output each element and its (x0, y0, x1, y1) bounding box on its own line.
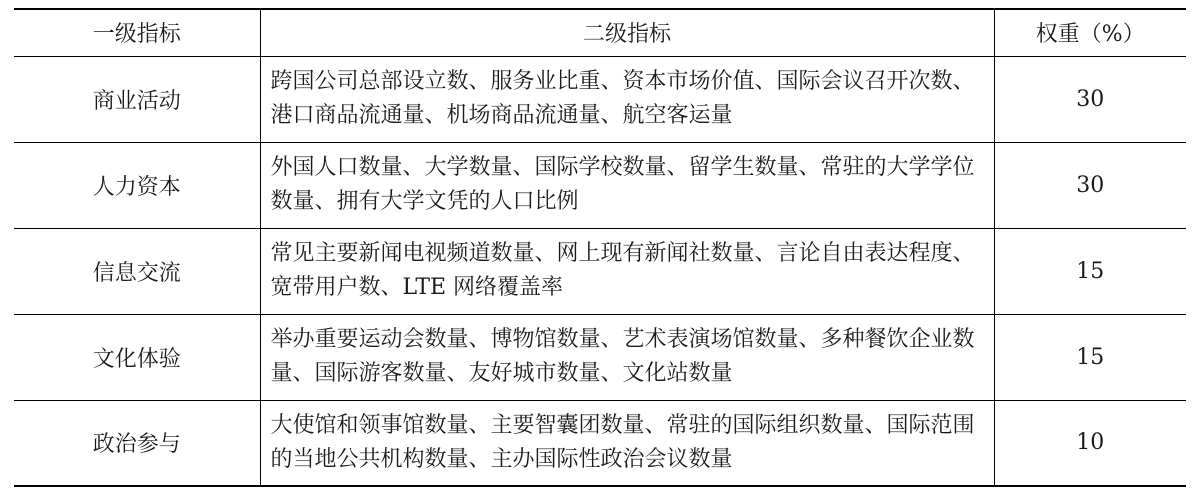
weight-cell: 10 (994, 400, 1186, 486)
secondary-indicator-cell: 常见主要新闻电视频道数量、网上现有新闻社数量、言论自由表达程度、宽带用户数、LTE 网络覆盖率 (260, 228, 994, 314)
primary-indicator-cell: 政治参与 (92, 432, 181, 458)
primary-indicator-cell: 商业活动 (92, 88, 181, 114)
secondary-indicator-cell: 举办重要运动会数量、博物馆数量、艺术表演场馆数量、多种餐饮企业数量、国际游客数量、友好城市数量、文化站数量 (260, 314, 994, 400)
secondary-indicator-cell: 大使馆和领事馆数量、主要智囊团数量、常驻的国际组织数量、国际范围的当地公共机构数量、主办国际性政治会议数量 (260, 400, 994, 486)
secondary-indicator-cell: 跨国公司总部设立数、服务业比重、资本市场价值、国际会议召开次数、港口商品流通量、机场商品流通量、航空客运量 (260, 56, 994, 142)
table-row (14, 400, 1186, 486)
weight-cell: 30 (994, 142, 1186, 228)
primary-indicator-cell: 文化体验 (92, 346, 181, 372)
header-secondary-indicator: 二级指标 (260, 9, 994, 56)
table-header-row (14, 9, 1186, 56)
table-row (14, 142, 1186, 228)
indicator-table-container (14, 8, 1186, 487)
table-row (14, 314, 1186, 400)
table-row (14, 228, 1186, 314)
primary-indicator-cell: 信息交流 (92, 260, 181, 286)
primary-indicator-cell: 人力资本 (92, 174, 181, 200)
weight-cell: 30 (994, 56, 1186, 142)
weight-cell: 15 (994, 314, 1186, 400)
header-primary-indicator: 一级指标 (92, 22, 181, 48)
table-row (14, 56, 1186, 142)
weight-cell: 15 (994, 228, 1186, 314)
header-weight: 权重（%） (994, 9, 1186, 56)
secondary-indicator-cell: 外国人口数量、大学数量、国际学校数量、留学生数量、常驻的大学学位数量、拥有大学文凭的人口比例 (260, 142, 994, 228)
indicator-table (14, 8, 1186, 487)
